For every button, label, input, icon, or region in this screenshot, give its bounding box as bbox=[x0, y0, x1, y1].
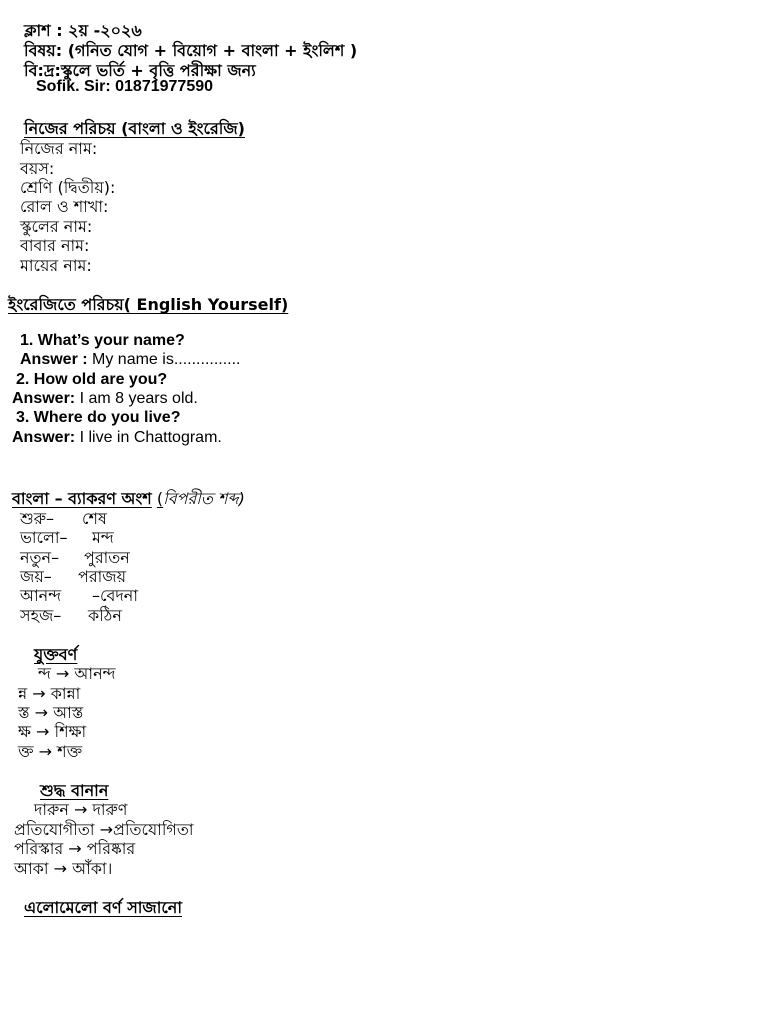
spelling-title: শুদ্ধ বানান bbox=[40, 781, 109, 800]
conjunct-item: ক্ষ → শিক্ষা bbox=[18, 722, 87, 741]
spelling-item: পরিস্কার → পরিষ্কার bbox=[14, 839, 136, 858]
spelling-item: প্রতিযোগীতা →প্রতিযোগিতা bbox=[14, 820, 194, 839]
question-2: 2. How old are you? bbox=[16, 371, 168, 388]
field-school: স্কুলের নাম: bbox=[20, 217, 93, 236]
field-mother: মায়ের নাম: bbox=[20, 256, 92, 275]
grammar-title-main: বাংলা – ব্যাকরণ অংশ bbox=[12, 489, 152, 508]
spelling-item: আকা → আঁকা। bbox=[14, 859, 113, 878]
antonym-word: শুরু– bbox=[20, 509, 55, 528]
answer-1 bbox=[20, 351, 241, 369]
grammar-title-paren-open: ( bbox=[156, 489, 164, 508]
antonym-word: জয়– bbox=[20, 567, 52, 586]
spelling-item: দারুন → দারুণ bbox=[34, 800, 128, 819]
field-age: বয়স: bbox=[20, 159, 55, 178]
answer-2-label: Answer: bbox=[12, 390, 76, 407]
answer-1-label: Answer : bbox=[20, 351, 88, 368]
field-name: নিজের নাম: bbox=[20, 139, 98, 158]
antonym-opposite: কঠিন bbox=[88, 606, 122, 625]
field-class: শ্রেণি (দ্বিতীয়): bbox=[20, 178, 116, 197]
answer-2-text: I am 8 years old. bbox=[75, 390, 198, 407]
question-1: 1. What’s your name? bbox=[20, 332, 185, 349]
antonym-word: নতুন– bbox=[20, 548, 60, 567]
conjunct-item: ক্ত → শক্ত bbox=[18, 742, 83, 761]
answer-2 bbox=[12, 390, 198, 408]
teacher-line: Sofik. Sir: 01871977590 bbox=[36, 78, 214, 95]
conjunct-item: ন্দ → আনন্দ bbox=[38, 664, 116, 683]
conjunct-title: যুক্তবর্ণ bbox=[34, 645, 78, 664]
answer-1-text: My name is............... bbox=[87, 351, 241, 368]
jumble-title: এলোমেলো বর্ণ সাজানো bbox=[24, 898, 182, 917]
intro-title: নিজের পরিচয় (বাংলা ও ইংরেজি) bbox=[24, 119, 245, 138]
question-3: 3. Where do you live? bbox=[16, 409, 181, 426]
antonym-opposite: শেষ bbox=[82, 509, 107, 528]
antonym-word: সহজ– bbox=[20, 606, 62, 625]
antonym-opposite: পরাজয় bbox=[78, 567, 127, 586]
antonym-word: আনন্দ bbox=[20, 586, 62, 605]
english-title: ইংরেজিতে পরিচয়( English Yourself) bbox=[8, 295, 289, 314]
subject-line: বিষয়: (গনিত যোগ + বিয়োগ + বাংলা + ইংলিশ ) bbox=[24, 41, 358, 60]
antonym-opposite: –বেদনা bbox=[92, 586, 138, 605]
answer-3-text: I live in Chattogram. bbox=[75, 429, 222, 446]
field-roll: রোল ও শাখা: bbox=[20, 197, 109, 216]
antonym-opposite: পুরাতন bbox=[84, 548, 130, 567]
grammar-title-paren: বিপরীত শব্দ) bbox=[163, 489, 245, 508]
antonym-opposite: মন্দ bbox=[92, 528, 114, 547]
conjunct-item: ন্ন → কান্না bbox=[18, 684, 81, 703]
class-line: ক্লাশ : ২য় -২০২৬ bbox=[24, 21, 142, 40]
answer-3-label: Answer: bbox=[12, 429, 76, 446]
conjunct-item: স্ত → আস্ত bbox=[18, 703, 84, 722]
field-father: বাবার নাম: bbox=[20, 236, 90, 255]
note-line: বি:দ্র:স্কুলে ভর্তি + বৃত্তি পরীক্ষা জন্য bbox=[24, 61, 256, 80]
answer-3 bbox=[12, 429, 222, 447]
antonym-word: ভালো– bbox=[20, 528, 68, 547]
